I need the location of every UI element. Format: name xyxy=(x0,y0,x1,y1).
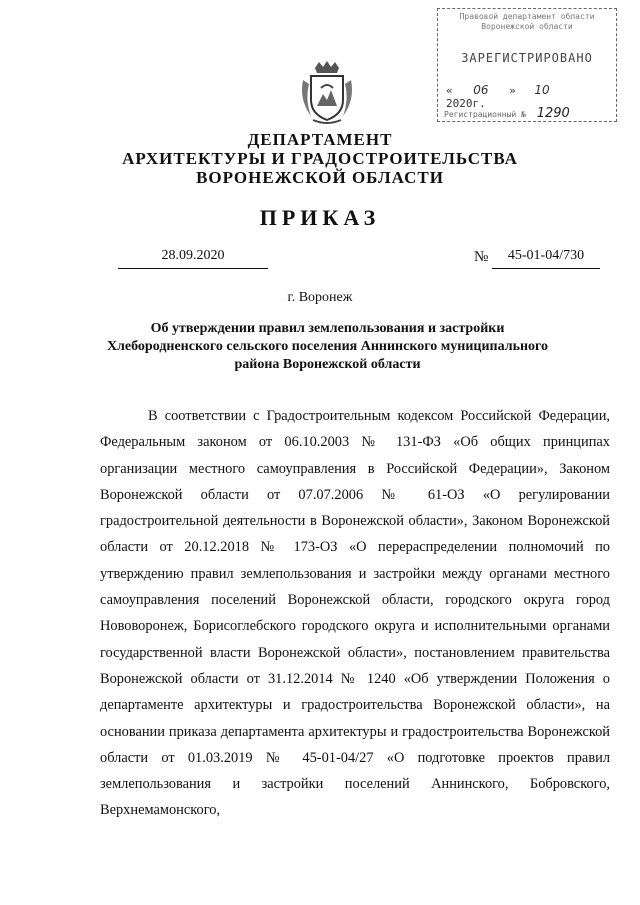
department-header xyxy=(0,130,640,187)
stamp-date-day: 06 xyxy=(473,83,489,97)
department-line-1: ДЕПАРТАМЕНТ xyxy=(247,130,393,149)
stamp-date-open-quote: « xyxy=(446,84,453,97)
department-line-3: ВОРОНЕЖСКОЙ ОБЛАСТИ xyxy=(196,168,444,187)
department-line-2: АРХИТЕКТУРЫ И ГРАДОСТРОИТЕЛЬСТВА xyxy=(122,149,518,168)
stamp-registration xyxy=(444,106,610,121)
stamp-date-month: 10 xyxy=(534,83,550,97)
order-number: 45-01-04/730 xyxy=(492,248,600,269)
stamp-date-year: 2020г. xyxy=(446,97,486,110)
stamp-status: ЗАРЕГИСТРИРОВАНО xyxy=(461,51,593,65)
order-subject xyxy=(100,320,555,374)
stamp-header: Правовой департамент области Воронежской области xyxy=(459,12,595,31)
document-type-title: ПРИКАЗ xyxy=(259,205,381,230)
subject-line-2: Хлебородненского сельского поселения Аннинского муниципального xyxy=(106,339,549,354)
subject-line-3: района Воронежской области xyxy=(234,357,421,372)
stamp-reg-number: 1290 xyxy=(536,106,570,121)
registration-stamp xyxy=(437,8,617,122)
order-number-sign: № xyxy=(474,249,489,265)
coat-of-arms-icon xyxy=(297,60,357,126)
subject-line-1: Об утверждении правил землепользования и застройки xyxy=(150,321,505,336)
stamp-reg-label: Регистрационный № xyxy=(444,110,526,119)
stamp-date-close-quote: » xyxy=(509,84,516,97)
body-paragraph: В соответствии с Градостроительным кодексом Российской Федерации, Федеральным законом от 06.10.2003 № 131-ФЗ «Об общих принципах организации местного самоуправления в Российской Федерации», Законом Воронежской области от 07.07.2006 № 61-ОЗ «О регулировании градостроительной деятельности в Воронежской области», Законом Воронежской области от 20.12.2018 № 173-ОЗ «О перераспределении полномочий по утверждению правил землепользования и застройки между органами местного самоуправления поселений Воронежской области, городского округа город Нововоронеж, Борисоглебского городского округа и исполнительными органами государственной власти Воронежской области», постановлением правительства Воронежской области от 31.12.2014 № 1240 «Об утверждении Положения о департаменте архитектуры и градостроительства Воронежской области», на основании приказа департамента архитектуры и градостроительства Воронежской области от 01.03.2019 № 45-01-04/27 «О подготовке проектов правил землепользования и застройки поселений Аннинского, Бобровского, Верхнемамонского, xyxy=(100,408,610,819)
issue-city: г. Воронеж xyxy=(287,290,353,305)
order-date: 28.09.2020 xyxy=(118,248,268,269)
